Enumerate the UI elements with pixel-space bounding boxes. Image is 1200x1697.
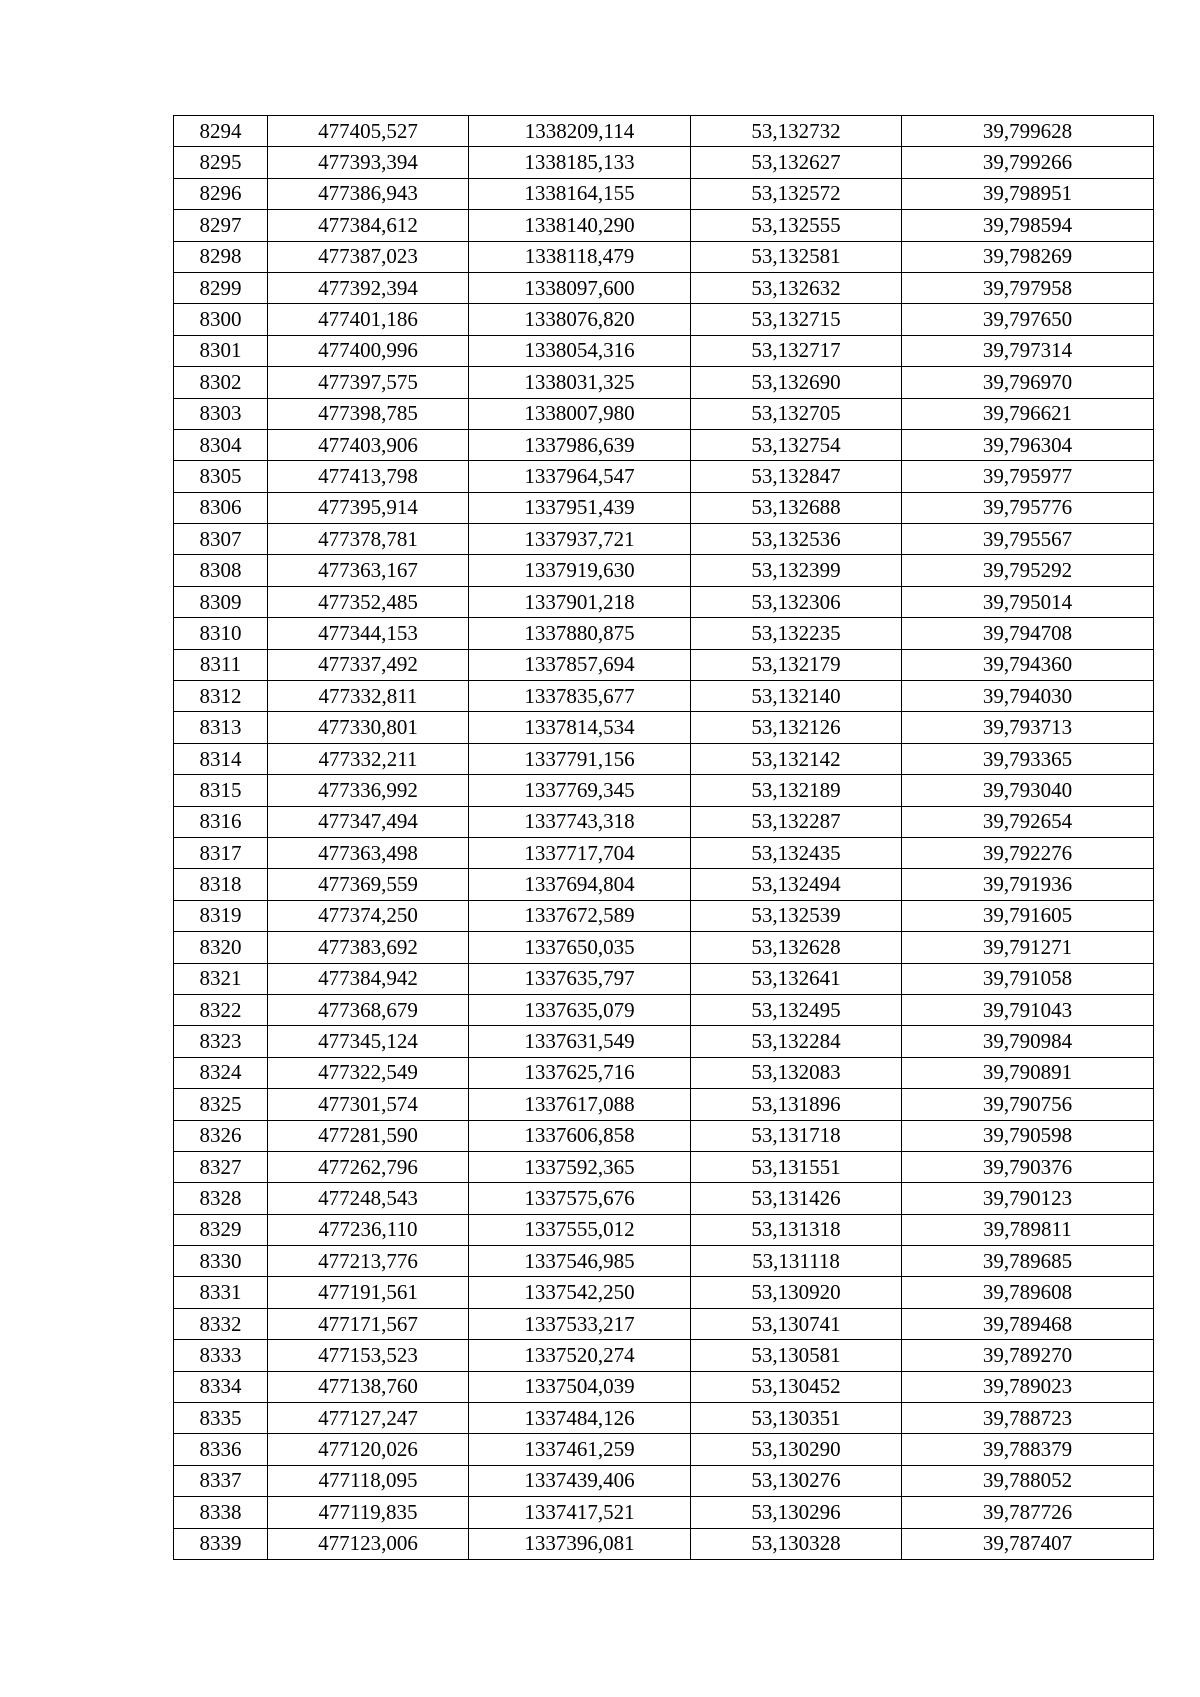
longitude-cell: 39,794030 [902,681,1154,712]
table-row [174,1057,1154,1088]
y-coordinate-cell: 1337461,259 [469,1434,691,1465]
latitude-cell: 53,132126 [691,712,902,743]
table-row [174,1434,1154,1465]
table-row [174,743,1154,774]
coordinates-table-body [174,116,1154,1560]
y-coordinate-cell: 1337769,345 [469,775,691,806]
table-row [174,555,1154,586]
point-number-cell: 8314 [174,743,268,774]
longitude-cell: 39,799628 [902,116,1154,147]
longitude-cell: 39,787726 [902,1497,1154,1528]
longitude-cell: 39,789270 [902,1340,1154,1371]
x-coordinate-cell: 477153,523 [268,1340,469,1371]
latitude-cell: 53,132627 [691,147,902,178]
table-row [174,461,1154,492]
latitude-cell: 53,131896 [691,1089,902,1120]
x-coordinate-cell: 477191,561 [268,1277,469,1308]
table-row [174,806,1154,837]
x-coordinate-cell: 477248,543 [268,1183,469,1214]
longitude-cell: 39,795014 [902,586,1154,617]
point-number-cell: 8311 [174,649,268,680]
longitude-cell: 39,799266 [902,147,1154,178]
y-coordinate-cell: 1337791,156 [469,743,691,774]
x-coordinate-cell: 477127,247 [268,1403,469,1434]
table-row [174,1246,1154,1277]
y-coordinate-cell: 1337951,439 [469,492,691,523]
latitude-cell: 53,132715 [691,304,902,335]
longitude-cell: 39,790598 [902,1120,1154,1151]
longitude-cell: 39,795776 [902,492,1154,523]
y-coordinate-cell: 1337937,721 [469,524,691,555]
longitude-cell: 39,798594 [902,210,1154,241]
table-row [174,869,1154,900]
y-coordinate-cell: 1338097,600 [469,272,691,303]
y-coordinate-cell: 1337606,858 [469,1120,691,1151]
x-coordinate-cell: 477384,612 [268,210,469,241]
table-row [174,178,1154,209]
longitude-cell: 39,788379 [902,1434,1154,1465]
y-coordinate-cell: 1337575,676 [469,1183,691,1214]
longitude-cell: 39,797650 [902,304,1154,335]
x-coordinate-cell: 477322,549 [268,1057,469,1088]
table-row [174,900,1154,931]
longitude-cell: 39,795292 [902,555,1154,586]
x-coordinate-cell: 477363,498 [268,837,469,868]
x-coordinate-cell: 477386,943 [268,178,469,209]
point-number-cell: 8334 [174,1371,268,1402]
latitude-cell: 53,131118 [691,1246,902,1277]
table-row [174,429,1154,460]
point-number-cell: 8316 [174,806,268,837]
latitude-cell: 53,132306 [691,586,902,617]
latitude-cell: 53,130276 [691,1465,902,1496]
table-row [174,1120,1154,1151]
latitude-cell: 53,132555 [691,210,902,241]
x-coordinate-cell: 477262,796 [268,1151,469,1182]
longitude-cell: 39,796970 [902,367,1154,398]
table-row [174,649,1154,680]
longitude-cell: 39,792654 [902,806,1154,837]
table-row [174,1214,1154,1245]
y-coordinate-cell: 1338209,114 [469,116,691,147]
table-row [174,1183,1154,1214]
point-number-cell: 8315 [174,775,268,806]
latitude-cell: 53,130290 [691,1434,902,1465]
latitude-cell: 53,132083 [691,1057,902,1088]
longitude-cell: 39,793713 [902,712,1154,743]
latitude-cell: 53,132539 [691,900,902,931]
point-number-cell: 8304 [174,429,268,460]
point-number-cell: 8299 [174,272,268,303]
longitude-cell: 39,791058 [902,963,1154,994]
longitude-cell: 39,793040 [902,775,1154,806]
latitude-cell: 53,132572 [691,178,902,209]
y-coordinate-cell: 1337546,985 [469,1246,691,1277]
table-row [174,1340,1154,1371]
longitude-cell: 39,798269 [902,241,1154,272]
latitude-cell: 53,132847 [691,461,902,492]
longitude-cell: 39,789685 [902,1246,1154,1277]
point-number-cell: 8338 [174,1497,268,1528]
point-number-cell: 8294 [174,116,268,147]
point-number-cell: 8323 [174,1026,268,1057]
table-row [174,837,1154,868]
table-row [174,1403,1154,1434]
x-coordinate-cell: 477171,567 [268,1308,469,1339]
latitude-cell: 53,132284 [691,1026,902,1057]
point-number-cell: 8297 [174,210,268,241]
x-coordinate-cell: 477138,760 [268,1371,469,1402]
longitude-cell: 39,789811 [902,1214,1154,1245]
y-coordinate-cell: 1338054,316 [469,335,691,366]
table-row [174,1371,1154,1402]
table-row [174,116,1154,147]
point-number-cell: 8303 [174,398,268,429]
x-coordinate-cell: 477405,527 [268,116,469,147]
latitude-cell: 53,132690 [691,367,902,398]
point-number-cell: 8328 [174,1183,268,1214]
table-row [174,241,1154,272]
point-number-cell: 8317 [174,837,268,868]
x-coordinate-cell: 477301,574 [268,1089,469,1120]
table-row [174,1151,1154,1182]
y-coordinate-cell: 1337396,081 [469,1528,691,1559]
latitude-cell: 53,132705 [691,398,902,429]
table-row [174,272,1154,303]
point-number-cell: 8333 [174,1340,268,1371]
latitude-cell: 53,130328 [691,1528,902,1559]
y-coordinate-cell: 1338007,980 [469,398,691,429]
table-row [174,524,1154,555]
point-number-cell: 8325 [174,1089,268,1120]
latitude-cell: 53,131426 [691,1183,902,1214]
longitude-cell: 39,791605 [902,900,1154,931]
table-row [174,1026,1154,1057]
table-row [174,147,1154,178]
latitude-cell: 53,132732 [691,116,902,147]
x-coordinate-cell: 477347,494 [268,806,469,837]
longitude-cell: 39,790376 [902,1151,1154,1182]
longitude-cell: 39,792276 [902,837,1154,868]
y-coordinate-cell: 1337439,406 [469,1465,691,1496]
longitude-cell: 39,791043 [902,994,1154,1025]
longitude-cell: 39,789608 [902,1277,1154,1308]
point-number-cell: 8298 [174,241,268,272]
point-number-cell: 8313 [174,712,268,743]
point-number-cell: 8320 [174,932,268,963]
x-coordinate-cell: 477400,996 [268,335,469,366]
table-row [174,775,1154,806]
point-number-cell: 8302 [174,367,268,398]
longitude-cell: 39,791936 [902,869,1154,900]
table-row [174,367,1154,398]
table-row [174,1497,1154,1528]
longitude-cell: 39,788723 [902,1403,1154,1434]
x-coordinate-cell: 477123,006 [268,1528,469,1559]
longitude-cell: 39,788052 [902,1465,1154,1496]
point-number-cell: 8312 [174,681,268,712]
longitude-cell: 39,794360 [902,649,1154,680]
x-coordinate-cell: 477393,394 [268,147,469,178]
y-coordinate-cell: 1337542,250 [469,1277,691,1308]
y-coordinate-cell: 1338185,133 [469,147,691,178]
x-coordinate-cell: 477352,485 [268,586,469,617]
longitude-cell: 39,789468 [902,1308,1154,1339]
table-row [174,932,1154,963]
latitude-cell: 53,132688 [691,492,902,523]
table-row [174,1528,1154,1559]
latitude-cell: 53,132717 [691,335,902,366]
point-number-cell: 8318 [174,869,268,900]
point-number-cell: 8300 [174,304,268,335]
point-number-cell: 8335 [174,1403,268,1434]
latitude-cell: 53,132641 [691,963,902,994]
x-coordinate-cell: 477236,110 [268,1214,469,1245]
table-row [174,963,1154,994]
longitude-cell: 39,790123 [902,1183,1154,1214]
x-coordinate-cell: 477398,785 [268,398,469,429]
latitude-cell: 53,132628 [691,932,902,963]
point-number-cell: 8332 [174,1308,268,1339]
table-row [174,1277,1154,1308]
longitude-cell: 39,791271 [902,932,1154,963]
table-row [174,618,1154,649]
latitude-cell: 53,132435 [691,837,902,868]
table-row [174,586,1154,617]
point-number-cell: 8307 [174,524,268,555]
longitude-cell: 39,796621 [902,398,1154,429]
table-row [174,1308,1154,1339]
table-row [174,335,1154,366]
x-coordinate-cell: 477119,835 [268,1497,469,1528]
x-coordinate-cell: 477397,575 [268,367,469,398]
longitude-cell: 39,789023 [902,1371,1154,1402]
latitude-cell: 53,132142 [691,743,902,774]
point-number-cell: 8321 [174,963,268,994]
point-number-cell: 8319 [174,900,268,931]
y-coordinate-cell: 1337986,639 [469,429,691,460]
latitude-cell: 53,130581 [691,1340,902,1371]
y-coordinate-cell: 1337635,079 [469,994,691,1025]
latitude-cell: 53,130296 [691,1497,902,1528]
x-coordinate-cell: 477401,186 [268,304,469,335]
latitude-cell: 53,132140 [691,681,902,712]
latitude-cell: 53,132235 [691,618,902,649]
table-row [174,210,1154,241]
longitude-cell: 39,794708 [902,618,1154,649]
table-row [174,492,1154,523]
x-coordinate-cell: 477345,124 [268,1026,469,1057]
y-coordinate-cell: 1338076,820 [469,304,691,335]
point-number-cell: 8305 [174,461,268,492]
y-coordinate-cell: 1337484,126 [469,1403,691,1434]
x-coordinate-cell: 477395,914 [268,492,469,523]
point-number-cell: 8330 [174,1246,268,1277]
point-number-cell: 8295 [174,147,268,178]
latitude-cell: 53,132536 [691,524,902,555]
table-row [174,994,1154,1025]
latitude-cell: 53,132189 [691,775,902,806]
table-row [174,398,1154,429]
y-coordinate-cell: 1337635,797 [469,963,691,994]
y-coordinate-cell: 1337672,589 [469,900,691,931]
x-coordinate-cell: 477369,559 [268,869,469,900]
latitude-cell: 53,130351 [691,1403,902,1434]
longitude-cell: 39,790984 [902,1026,1154,1057]
y-coordinate-cell: 1337835,677 [469,681,691,712]
point-number-cell: 8301 [174,335,268,366]
table-row [174,712,1154,743]
y-coordinate-cell: 1337650,035 [469,932,691,963]
y-coordinate-cell: 1338118,479 [469,241,691,272]
x-coordinate-cell: 477332,211 [268,743,469,774]
latitude-cell: 53,132399 [691,555,902,586]
y-coordinate-cell: 1337533,217 [469,1308,691,1339]
x-coordinate-cell: 477336,992 [268,775,469,806]
x-coordinate-cell: 477344,153 [268,618,469,649]
longitude-cell: 39,790756 [902,1089,1154,1120]
y-coordinate-cell: 1337964,547 [469,461,691,492]
point-number-cell: 8306 [174,492,268,523]
y-coordinate-cell: 1337555,012 [469,1214,691,1245]
x-coordinate-cell: 477213,776 [268,1246,469,1277]
point-number-cell: 8310 [174,618,268,649]
point-number-cell: 8324 [174,1057,268,1088]
longitude-cell: 39,793365 [902,743,1154,774]
point-number-cell: 8326 [174,1120,268,1151]
x-coordinate-cell: 477337,492 [268,649,469,680]
y-coordinate-cell: 1337417,521 [469,1497,691,1528]
latitude-cell: 53,130452 [691,1371,902,1402]
y-coordinate-cell: 1337520,274 [469,1340,691,1371]
y-coordinate-cell: 1338140,290 [469,210,691,241]
y-coordinate-cell: 1337857,694 [469,649,691,680]
y-coordinate-cell: 1338031,325 [469,367,691,398]
longitude-cell: 39,795567 [902,524,1154,555]
latitude-cell: 53,132632 [691,272,902,303]
x-coordinate-cell: 477374,250 [268,900,469,931]
longitude-cell: 39,787407 [902,1528,1154,1559]
point-number-cell: 8331 [174,1277,268,1308]
x-coordinate-cell: 477120,026 [268,1434,469,1465]
point-number-cell: 8329 [174,1214,268,1245]
y-coordinate-cell: 1337694,804 [469,869,691,900]
table-row [174,1089,1154,1120]
x-coordinate-cell: 477281,590 [268,1120,469,1151]
y-coordinate-cell: 1337617,088 [469,1089,691,1120]
latitude-cell: 53,132495 [691,994,902,1025]
y-coordinate-cell: 1337625,716 [469,1057,691,1088]
longitude-cell: 39,795977 [902,461,1154,492]
point-number-cell: 8309 [174,586,268,617]
x-coordinate-cell: 477384,942 [268,963,469,994]
x-coordinate-cell: 477332,811 [268,681,469,712]
latitude-cell: 53,132494 [691,869,902,900]
longitude-cell: 39,798951 [902,178,1154,209]
x-coordinate-cell: 477368,679 [268,994,469,1025]
point-number-cell: 8337 [174,1465,268,1496]
point-number-cell: 8322 [174,994,268,1025]
point-number-cell: 8339 [174,1528,268,1559]
latitude-cell: 53,130741 [691,1308,902,1339]
point-number-cell: 8296 [174,178,268,209]
longitude-cell: 39,797958 [902,272,1154,303]
table-row [174,304,1154,335]
y-coordinate-cell: 1337901,218 [469,586,691,617]
longitude-cell: 39,790891 [902,1057,1154,1088]
x-coordinate-cell: 477392,394 [268,272,469,303]
x-coordinate-cell: 477383,692 [268,932,469,963]
point-number-cell: 8336 [174,1434,268,1465]
longitude-cell: 39,796304 [902,429,1154,460]
x-coordinate-cell: 477403,906 [268,429,469,460]
y-coordinate-cell: 1337592,365 [469,1151,691,1182]
x-coordinate-cell: 477118,095 [268,1465,469,1496]
coordinates-table [173,115,1154,1560]
x-coordinate-cell: 477387,023 [268,241,469,272]
point-number-cell: 8327 [174,1151,268,1182]
table-row [174,681,1154,712]
y-coordinate-cell: 1337743,318 [469,806,691,837]
y-coordinate-cell: 1338164,155 [469,178,691,209]
latitude-cell: 53,130920 [691,1277,902,1308]
y-coordinate-cell: 1337504,039 [469,1371,691,1402]
y-coordinate-cell: 1337631,549 [469,1026,691,1057]
latitude-cell: 53,131718 [691,1120,902,1151]
x-coordinate-cell: 477378,781 [268,524,469,555]
longitude-cell: 39,797314 [902,335,1154,366]
y-coordinate-cell: 1337919,630 [469,555,691,586]
y-coordinate-cell: 1337880,875 [469,618,691,649]
latitude-cell: 53,132179 [691,649,902,680]
y-coordinate-cell: 1337717,704 [469,837,691,868]
point-number-cell: 8308 [174,555,268,586]
table-row [174,1465,1154,1496]
latitude-cell: 53,131318 [691,1214,902,1245]
latitude-cell: 53,132287 [691,806,902,837]
x-coordinate-cell: 477330,801 [268,712,469,743]
x-coordinate-cell: 477413,798 [268,461,469,492]
x-coordinate-cell: 477363,167 [268,555,469,586]
latitude-cell: 53,132754 [691,429,902,460]
y-coordinate-cell: 1337814,534 [469,712,691,743]
latitude-cell: 53,131551 [691,1151,902,1182]
latitude-cell: 53,132581 [691,241,902,272]
